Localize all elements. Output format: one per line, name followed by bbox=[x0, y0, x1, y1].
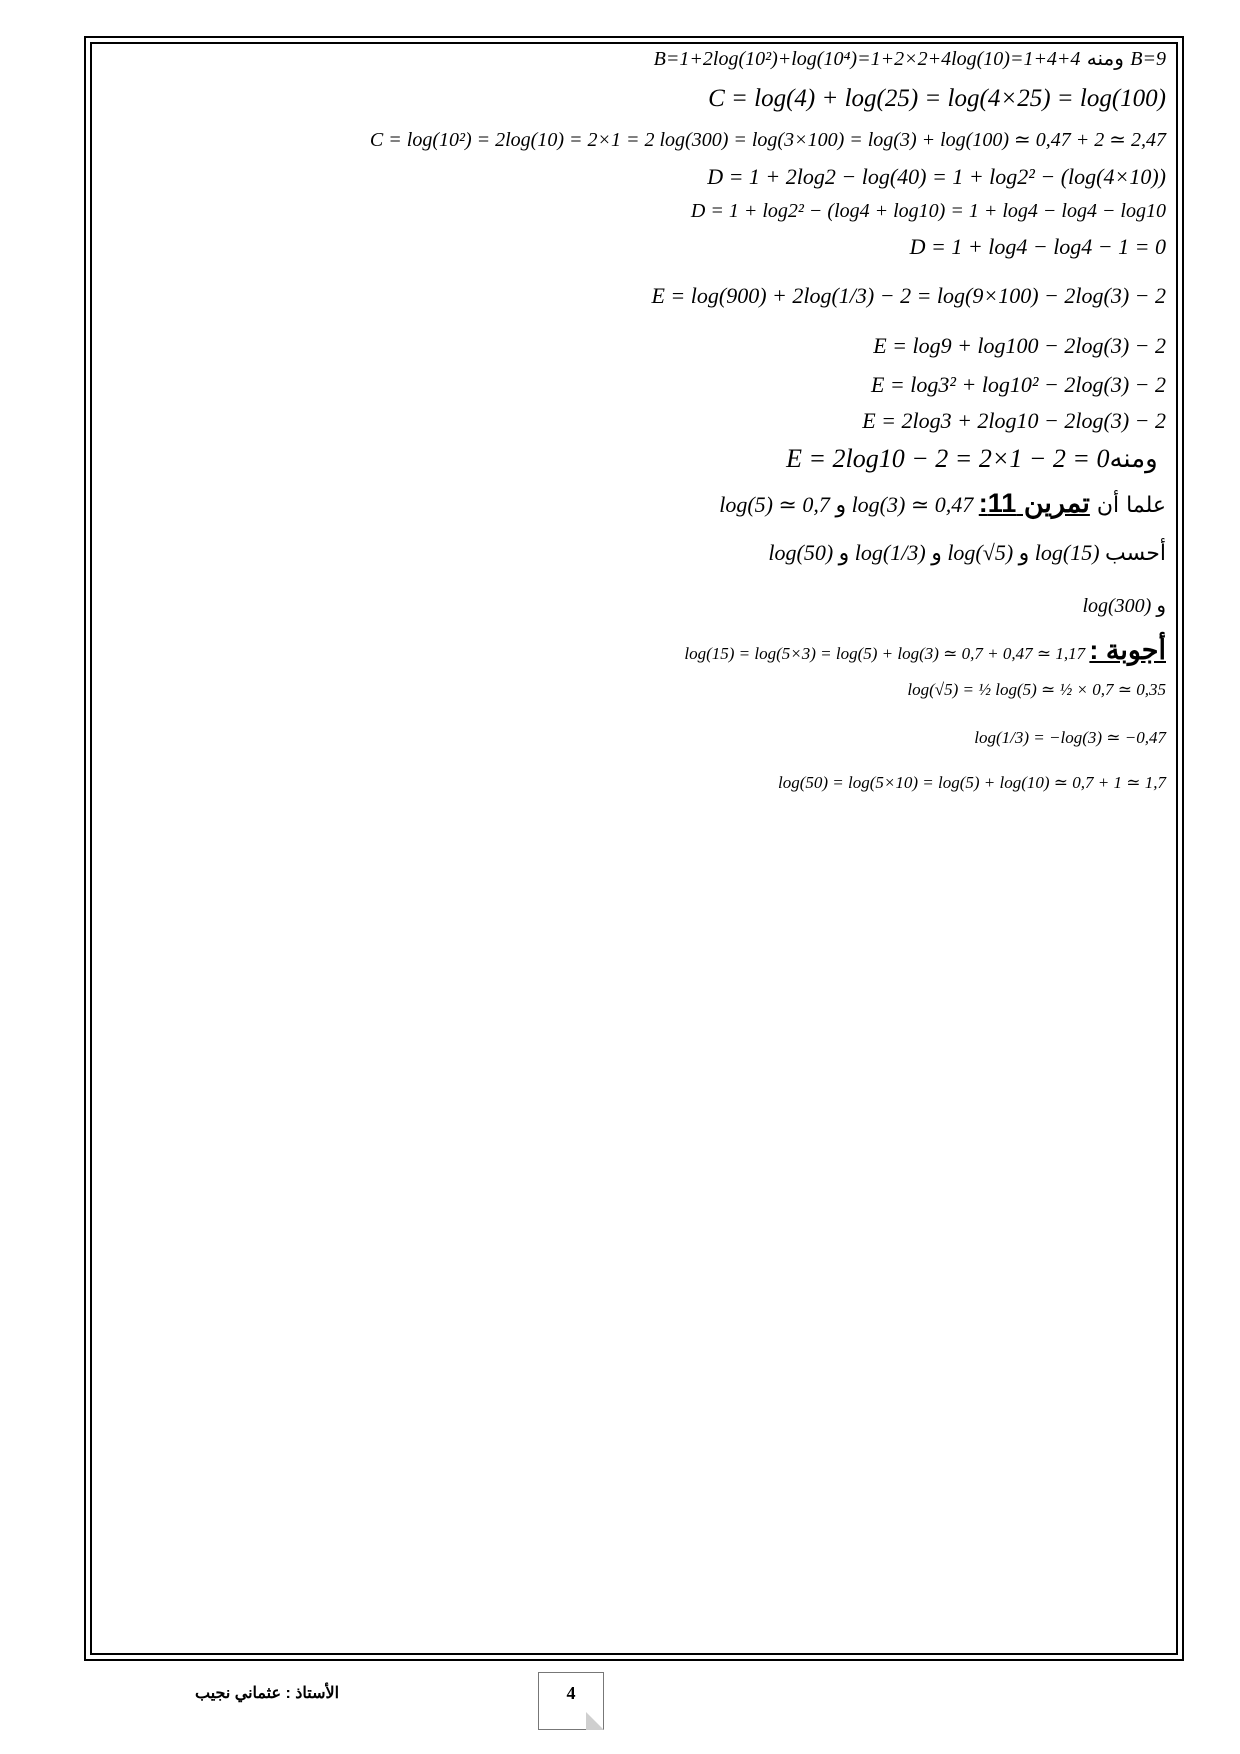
arabic-text: و bbox=[931, 541, 942, 566]
math-text: E = log3² + log10² − 2log(3) − 2 bbox=[870, 372, 1166, 397]
equation-line bbox=[778, 773, 1166, 793]
equation-line bbox=[719, 488, 1166, 519]
math-text: B=1+2log(10²)+log(10⁴)=1+2×2+4log(10)=1+4+4 bbox=[653, 48, 1081, 70]
arabic-text: ومنه bbox=[1109, 444, 1166, 474]
teacher-name: الأستاذ : عثماني نجيب bbox=[195, 1685, 340, 1702]
math-text: C = log(10²) = 2log(10) = 2×1 = 2 log(300) = log(3×100) = log(3) + log(100) ≃ 0,47 + 2 ≃ 2,47 bbox=[369, 129, 1166, 151]
page-number: 4 bbox=[566, 1683, 576, 1703]
arabic-text: علما أن bbox=[1089, 493, 1166, 518]
equation-line bbox=[684, 635, 1166, 666]
math-text: D = 1 + 2log2 − log(40) = 1 + log2² − (log(4×10)) bbox=[707, 164, 1166, 189]
equation-line bbox=[768, 540, 1166, 566]
math-text: log(5) ≃ 0,7 bbox=[719, 492, 836, 517]
arabic-text: أحسب bbox=[1105, 541, 1166, 566]
equation-line bbox=[907, 680, 1166, 700]
math-text: B=9 bbox=[1130, 48, 1166, 70]
math-text: log(1/3) bbox=[849, 540, 932, 565]
equation-line bbox=[691, 200, 1166, 223]
math-text: log(300) bbox=[1082, 595, 1157, 617]
math-text: log(√5) bbox=[941, 540, 1019, 565]
equation-line bbox=[871, 372, 1166, 398]
equation-line bbox=[1082, 593, 1166, 618]
math-text: E = log(900) + 2log(1/3) − 2 = log(9×100) − 2log(3) − 2 bbox=[651, 283, 1166, 308]
equation-line bbox=[974, 728, 1166, 748]
equation-line bbox=[651, 283, 1166, 309]
math-text: log(50) = log(5×10) = log(5) + log(10) ≃ 0,7 + 1 ≃ 1,7 bbox=[777, 773, 1166, 792]
equation-line bbox=[786, 444, 1166, 474]
equation-line bbox=[873, 333, 1166, 359]
math-text: E = 2log3 + 2log10 − 2log(3) − 2 bbox=[862, 408, 1166, 433]
math-text: log(15) bbox=[1029, 540, 1106, 565]
math-text: D = 1 + log2² − (log4 + log10) = 1 + log4 − log4 − log10 bbox=[690, 200, 1166, 222]
math-text: E = log9 + log100 − 2log(3) − 2 bbox=[873, 333, 1166, 358]
equation-line bbox=[707, 164, 1166, 190]
equation-line bbox=[910, 234, 1166, 260]
math-text: D = 1 + log4 − log4 − 1 = 0 bbox=[909, 234, 1166, 259]
page-fold-icon bbox=[586, 1712, 604, 1730]
math-text: E = 2log10 − 2 = 2×1 − 2 = 0 bbox=[786, 444, 1110, 473]
math-text: log(15) = log(5×3) = log(5) + log(3) ≃ 0,7 + 0,47 ≃ 1,17 bbox=[684, 644, 1090, 663]
page-number-box bbox=[538, 1672, 604, 1730]
arabic-text: و bbox=[838, 541, 850, 566]
arabic-text: و bbox=[835, 493, 847, 518]
equation-line bbox=[654, 46, 1166, 71]
equation-line bbox=[862, 408, 1166, 434]
math-text: log(√5) = ½ log(5) ≃ ½ × 0,7 ≃ 0,35 bbox=[907, 680, 1166, 699]
math-text: log(3) ≃ 0,47 bbox=[846, 492, 979, 517]
equation-line bbox=[708, 85, 1166, 113]
math-text: log(50) bbox=[768, 540, 839, 565]
math-text: log(1/3) = −log(3) ≃ −0,47 bbox=[974, 728, 1166, 747]
equation-line bbox=[370, 127, 1166, 152]
arabic-text: و bbox=[1018, 541, 1030, 566]
section-heading: تمرين 11: bbox=[978, 488, 1090, 518]
arabic-text: و bbox=[1156, 593, 1166, 617]
math-text: C = log(4) + log(25) = log(4×25) = log(100) bbox=[708, 85, 1166, 112]
arabic-text: ومنه bbox=[1080, 46, 1131, 70]
section-heading: أجوبة : bbox=[1089, 635, 1166, 665]
